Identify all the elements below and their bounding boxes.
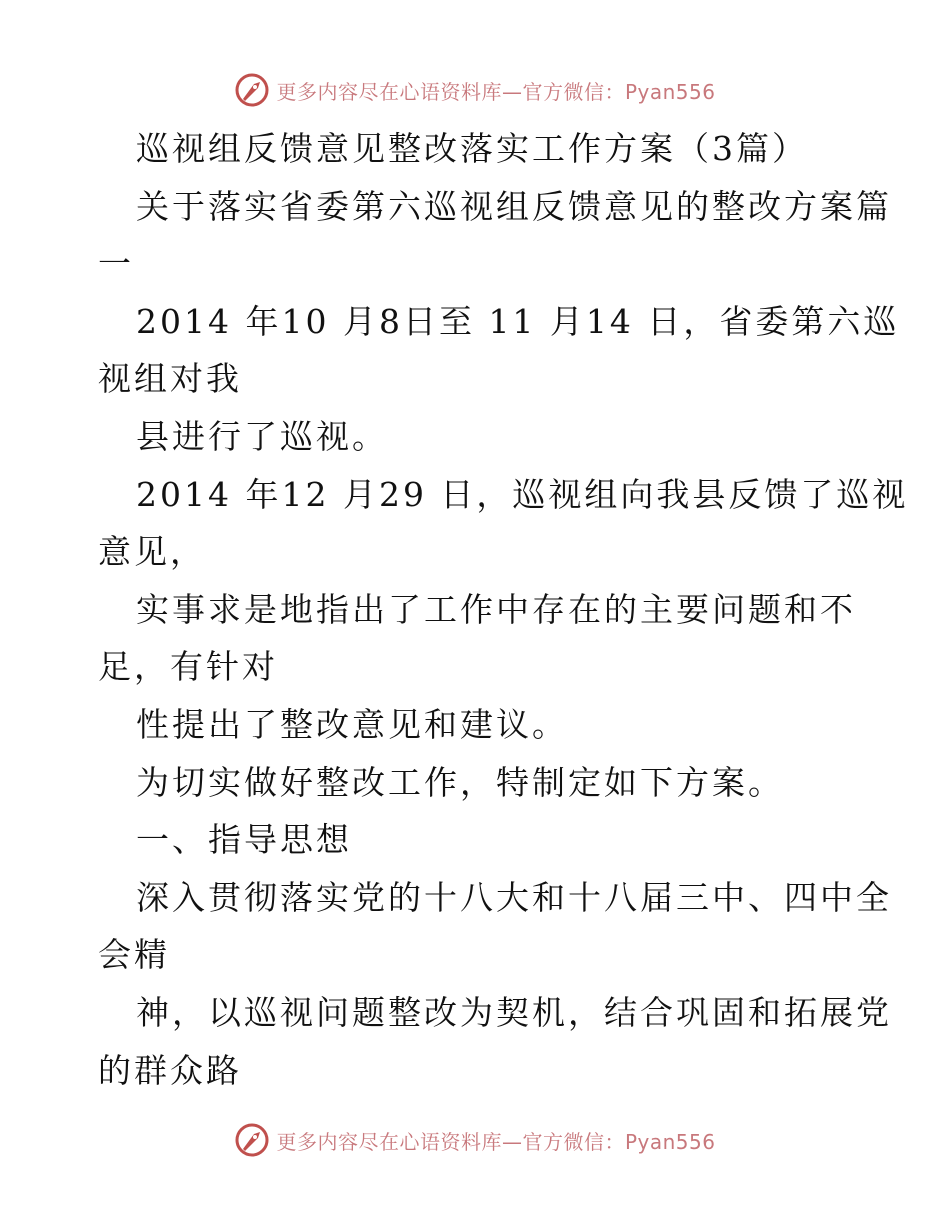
section-heading-guiding-ideology: 一、指导思想 bbox=[136, 820, 352, 860]
paragraph-line: 县进行了巡视。 bbox=[136, 416, 388, 456]
banner-text: 更多内容尽在心语资料库—官方微信：Pyan556 bbox=[276, 79, 716, 104]
document-body bbox=[98, 120, 909, 1099]
paragraph-line: 足，有针对 bbox=[98, 647, 278, 687]
paragraph-line: 视组对我 bbox=[98, 359, 242, 399]
paragraph-line: 性提出了整改意见和建议。 bbox=[136, 704, 568, 744]
section-heading: 关于落实省委第六巡视组反馈意见的整改方案篇 bbox=[136, 186, 892, 226]
banner-text: 更多内容尽在心语资料库—官方微信：Pyan556 bbox=[276, 1129, 716, 1154]
pen-nib-circle-icon bbox=[234, 72, 270, 108]
paragraph-line: 的群众路 bbox=[98, 1050, 242, 1090]
paragraph-line: 深入贯彻落实党的十八大和十八届三中、四中全 bbox=[136, 877, 892, 917]
paragraph-line: 会精 bbox=[98, 935, 170, 975]
document-title: 巡视组反馈意见整改落实工作方案（3篇） bbox=[136, 129, 808, 168]
pen-nib-circle-icon bbox=[234, 1122, 270, 1158]
paragraph-line: 实事求是地指出了工作中存在的主要问题和不 bbox=[136, 589, 856, 629]
paragraph-line: 2014 年10 月8日至 11 月14 日，省委第六巡 bbox=[136, 301, 900, 341]
header-banner bbox=[0, 68, 950, 112]
paragraph-line: 神，以巡视问题整改为契机，结合巩固和拓展党 bbox=[136, 992, 892, 1032]
paragraph-line: 意见， bbox=[98, 532, 206, 572]
footer-banner bbox=[0, 1118, 950, 1162]
paragraph-line: 2014 年12 月29 日，巡视组向我县反馈了巡视 bbox=[136, 474, 909, 514]
paragraph-line: 一 bbox=[98, 244, 134, 284]
paragraph-line: 为切实做好整改工作，特制定如下方案。 bbox=[136, 762, 784, 802]
